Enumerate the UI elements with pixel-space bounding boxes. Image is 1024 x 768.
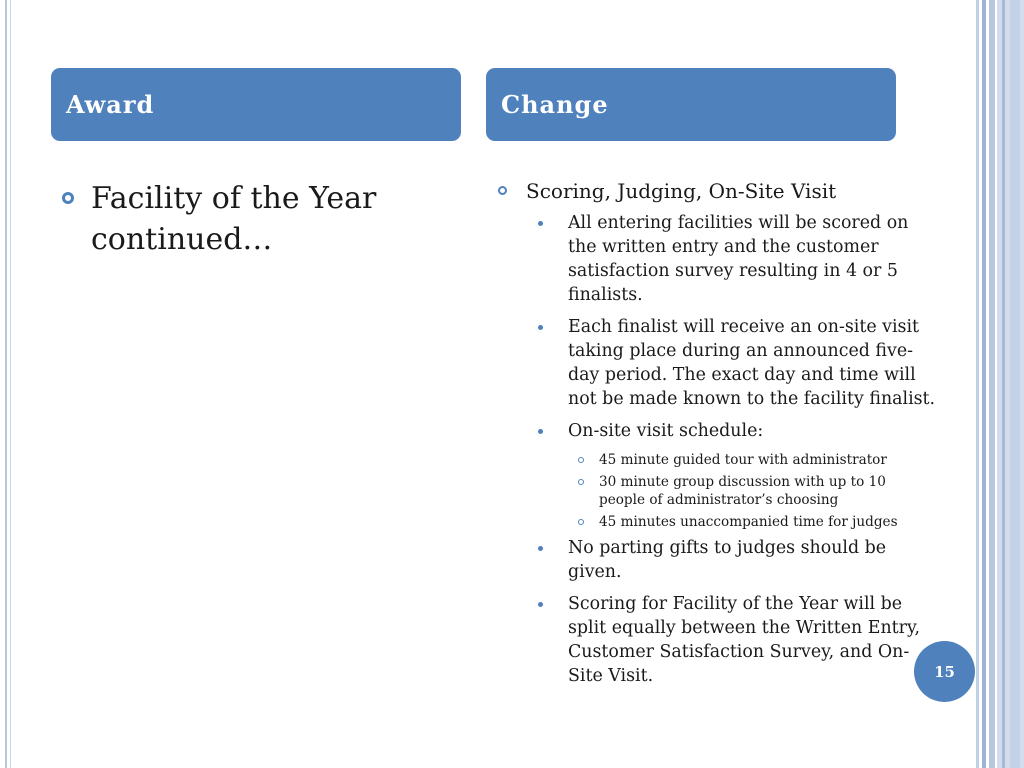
slide-number-badge (914, 641, 975, 702)
list-item-text: No parting gifts to judges should be given. (568, 538, 887, 582)
bullet-icon (538, 325, 543, 330)
frame-stripe (989, 0, 995, 768)
change-heading-item (498, 178, 940, 205)
frame-stripe (1002, 0, 1005, 768)
change-column (498, 178, 940, 696)
award-header-label: Award (66, 90, 155, 119)
bullet-icon (578, 479, 584, 485)
sublist-item-text: 45 minutes unaccompanied time for judges (599, 514, 898, 530)
list-item-text: Scoring for Facility of the Year will be split equally between the Written Entry, Customer Satisfaction Survey, and On-Site Visit. (568, 594, 920, 686)
bullet-icon (62, 192, 74, 204)
frame-stripe (976, 0, 979, 768)
change-header-label: Change (501, 90, 609, 119)
bullet-icon (578, 519, 584, 525)
bullet-icon (538, 546, 543, 551)
sublist-item-text: 45 minute guided tour with administrator (599, 452, 887, 468)
list-item (538, 315, 938, 411)
bullet-icon (538, 429, 543, 434)
list-item-text: All entering facilities will be scored on the written entry and the customer satisfaction survey resulting in 4 or 5 finalists. (568, 213, 909, 305)
bullet-icon (578, 457, 584, 463)
sublist-item (578, 473, 958, 509)
bullet-icon (498, 186, 507, 195)
frame-line (10, 0, 11, 768)
bullet-icon (538, 221, 543, 226)
list-item (538, 419, 938, 443)
change-detail-list (538, 211, 938, 688)
list-item-text: Each finalist will receive an on-site visit taking place during an announced five-day period. The exact day and time will not be made known to the facility finalist. (568, 317, 936, 409)
change-header (486, 68, 896, 141)
frame-stripe (982, 0, 986, 768)
list-item (538, 536, 938, 584)
left-frame-decoration (0, 0, 14, 768)
sublist-item-text: 30 minute group discussion with up to 10 people of administrator’s choosing (599, 474, 886, 508)
award-column (62, 178, 462, 260)
slide-number: 15 (934, 662, 955, 681)
frame-stripe (1010, 0, 1020, 768)
list-item (538, 592, 938, 688)
sublist-item (578, 451, 958, 469)
right-frame-decoration (976, 0, 1024, 768)
change-heading-text: Scoring, Judging, On-Site Visit (526, 179, 837, 203)
list-item (538, 211, 938, 307)
schedule-sublist (578, 451, 958, 531)
award-item-text: Facility of the Year continued… (91, 181, 377, 257)
list-item-text: On-site visit schedule: (568, 421, 764, 441)
award-header (51, 68, 461, 141)
frame-line (5, 0, 7, 768)
award-item (62, 178, 462, 260)
sublist-item (578, 513, 958, 531)
bullet-icon (538, 602, 543, 607)
